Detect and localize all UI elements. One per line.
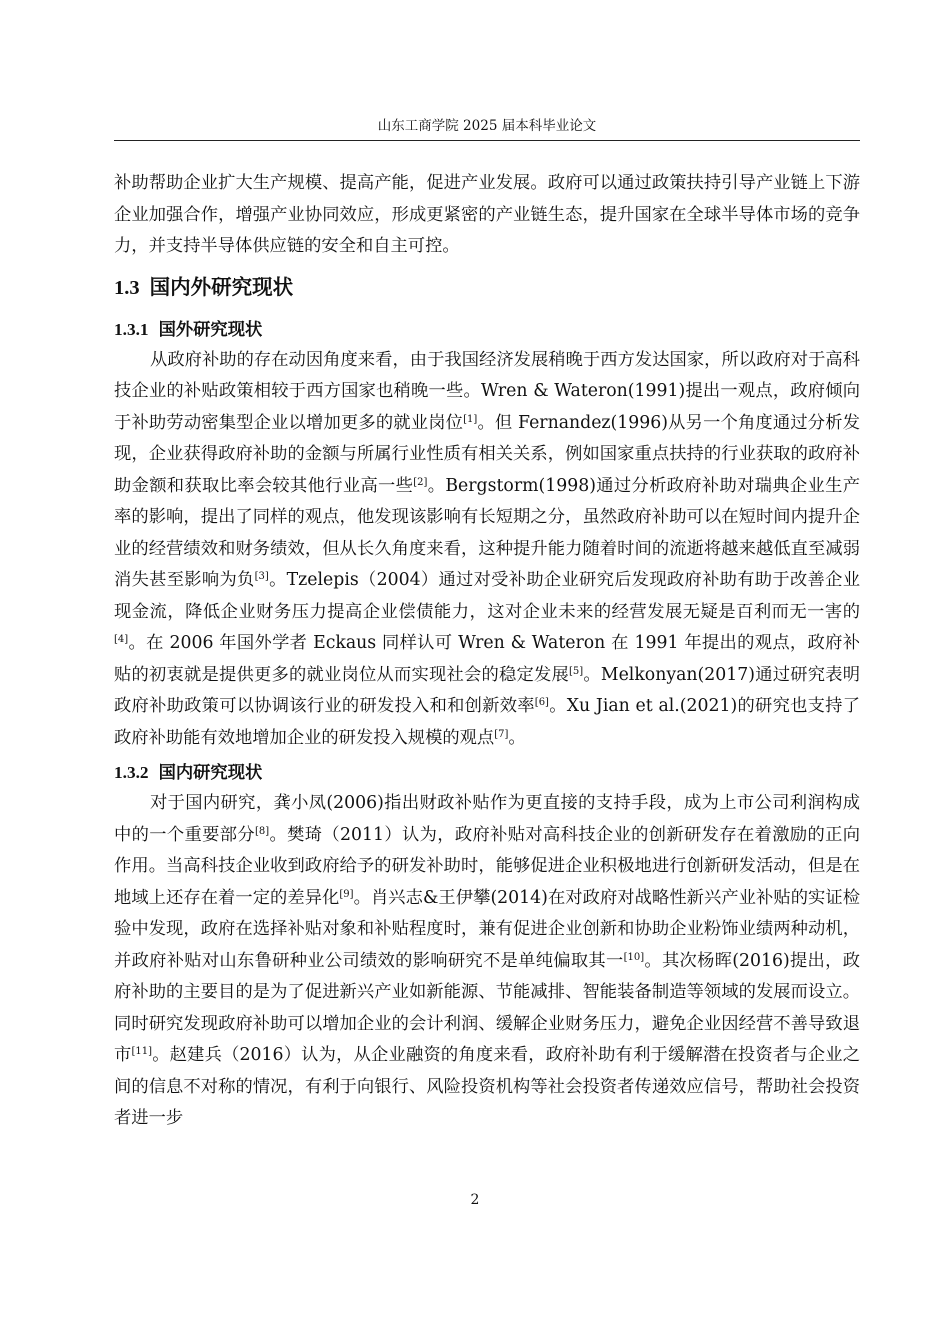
citation: [1] bbox=[463, 413, 478, 425]
citation: [4] bbox=[114, 634, 129, 645]
text-run: 。Tzelepis（2004）通过对受补助企业研究后发现政府补助有助于改善企业现金流，降低企业财务压力提高企业偿债能力，这对企业未来的经营发展无疑是百利而无一害的 bbox=[114, 570, 860, 622]
text-run: 。Xu Jian et al.(2021)的研究也支持了政府补助能有效地增加企业的研发投入规模的观点 bbox=[114, 696, 860, 748]
text-run: 。其次杨晖(2016)提出，政府补助的主要目的是为了促进新兴产业如新能源、节能减排、智能装备制造等领域的发展而设立。同时研究发现政府补助可以增加企业的会计利润、缓解企业财务压力，避免企业因经营不善导致退市 bbox=[114, 950, 860, 1065]
text-run: 。在 2006 年国外学者 Eckaus 同样认可 Wren & Wateron 在 1991 年提出的观点，政府补贴的初衷就是提供更多的就业岗位从而实现社会的稳定发展 bbox=[114, 633, 860, 685]
citation: [10] bbox=[623, 951, 645, 963]
citation: [2] bbox=[413, 476, 428, 488]
running-header: 山东工商学院 2025 届本科毕业论文 bbox=[377, 118, 597, 134]
section-heading-1-3 bbox=[114, 273, 860, 303]
subsection-heading-1-3-2 bbox=[114, 758, 860, 788]
text-run: 。Melkonyan(2017)通过研究表明政府补助政策可以协调该行业的研发投入和和创新效率 bbox=[114, 664, 860, 716]
subsection-number: 1.3.2 bbox=[114, 763, 149, 782]
text-run: 从政府补助的存在动因角度来看，由于我国经济发展稍晚于西方发达国家，所以政府对于高科技企业的补贴政策相较于西方国家也稍晚一些。Wren & Wateron(1991)提出一观点，政府倾向于补助劳动密集型企业以增加更多的就业岗位 bbox=[114, 349, 860, 433]
citation: [6] bbox=[534, 697, 549, 708]
foreign-research-paragraph bbox=[114, 345, 860, 755]
text-run: 。Bergstorm(1998)通过分析政府补助对瑞典企业生产率的影响，提出了同样的观点，他发现该影响有长短期之分，虽然政府补助可以在短时间内提升企业的经营绩效和财务绩效，但从长久角度来看，这种提升能力随着时间的流逝将越来越低直至减弱消失甚至影响为负 bbox=[114, 475, 860, 590]
text-run: 。肖兴志&王伊攀(2014)在对政府对战略性新兴产业补贴的实证检验中发现，政府在选择补贴对象和补贴程度时，兼有促进企业创新和协助企业粉饰业绩两种动机，并政府补贴对山东鲁研种业公司绩效的影响研究不是单纯偏取其一 bbox=[114, 887, 860, 971]
citation: [5] bbox=[568, 665, 584, 677]
citation: [3] bbox=[254, 571, 269, 582]
page-body bbox=[114, 168, 860, 1135]
subsection-heading-1-3-1 bbox=[114, 315, 860, 345]
citation: [11] bbox=[131, 1046, 153, 1057]
citation: [8] bbox=[255, 825, 270, 837]
subsection-title: 国外研究现状 bbox=[158, 319, 263, 339]
page-number: 2 bbox=[470, 1192, 480, 1208]
subsection-number: 1.3.1 bbox=[114, 319, 149, 339]
text-run: 。樊琦（2011）认为，政府补贴对高科技企业的创新研发存在着激励的正向作用。当高科技企业收到政府给予的研发补助时，能够促进企业积极地进行创新研发活动，但是在地域上还存在着一定的差异化 bbox=[114, 824, 860, 908]
intro-paragraph: 补助帮助企业扩大生产规模、提高产能，促进产业发展。政府可以通过政策扶持引导产业链上下游企业加强合作，增强产业协同效应，形成更紧密的产业链生态，提升国家在全球半导体市场的竞争力，并支持半导体供应链的安全和自主可控。 bbox=[114, 173, 860, 256]
subsection-title: 国内研究现状 bbox=[158, 763, 263, 782]
citation: [9] bbox=[339, 888, 354, 900]
citation: [7] bbox=[494, 728, 509, 740]
text-run: 。赵建兵（2016）认为，从企业融资的角度来看，政府补助有利于缓解潜在投资者与企业之间的信息不对称的情况，有利于向银行、风险投资机构等社会投资者传递效应信号，帮助社会投资者进一步 bbox=[114, 1045, 860, 1128]
header-rule bbox=[114, 140, 860, 141]
section-title: 国内外研究现状 bbox=[149, 276, 294, 299]
section-number: 1.3 bbox=[114, 276, 140, 299]
domestic-research-paragraph bbox=[114, 788, 860, 1135]
text-run: 。 bbox=[508, 727, 526, 748]
text-run: 对于国内研究，龚小凤(2006)指出财政补贴作为更直接的支持手段，成为上市公司利润构成中的一个重要部分 bbox=[114, 793, 860, 845]
text-run: 。但 Fernandez(1996)从另一个角度通过分析发现，企业获得政府补助的金额与所属行业性质有相关关系，例如国家重点扶持的行业获取的政府补助金额和获取比率会较其他行业高一些 bbox=[114, 412, 860, 496]
